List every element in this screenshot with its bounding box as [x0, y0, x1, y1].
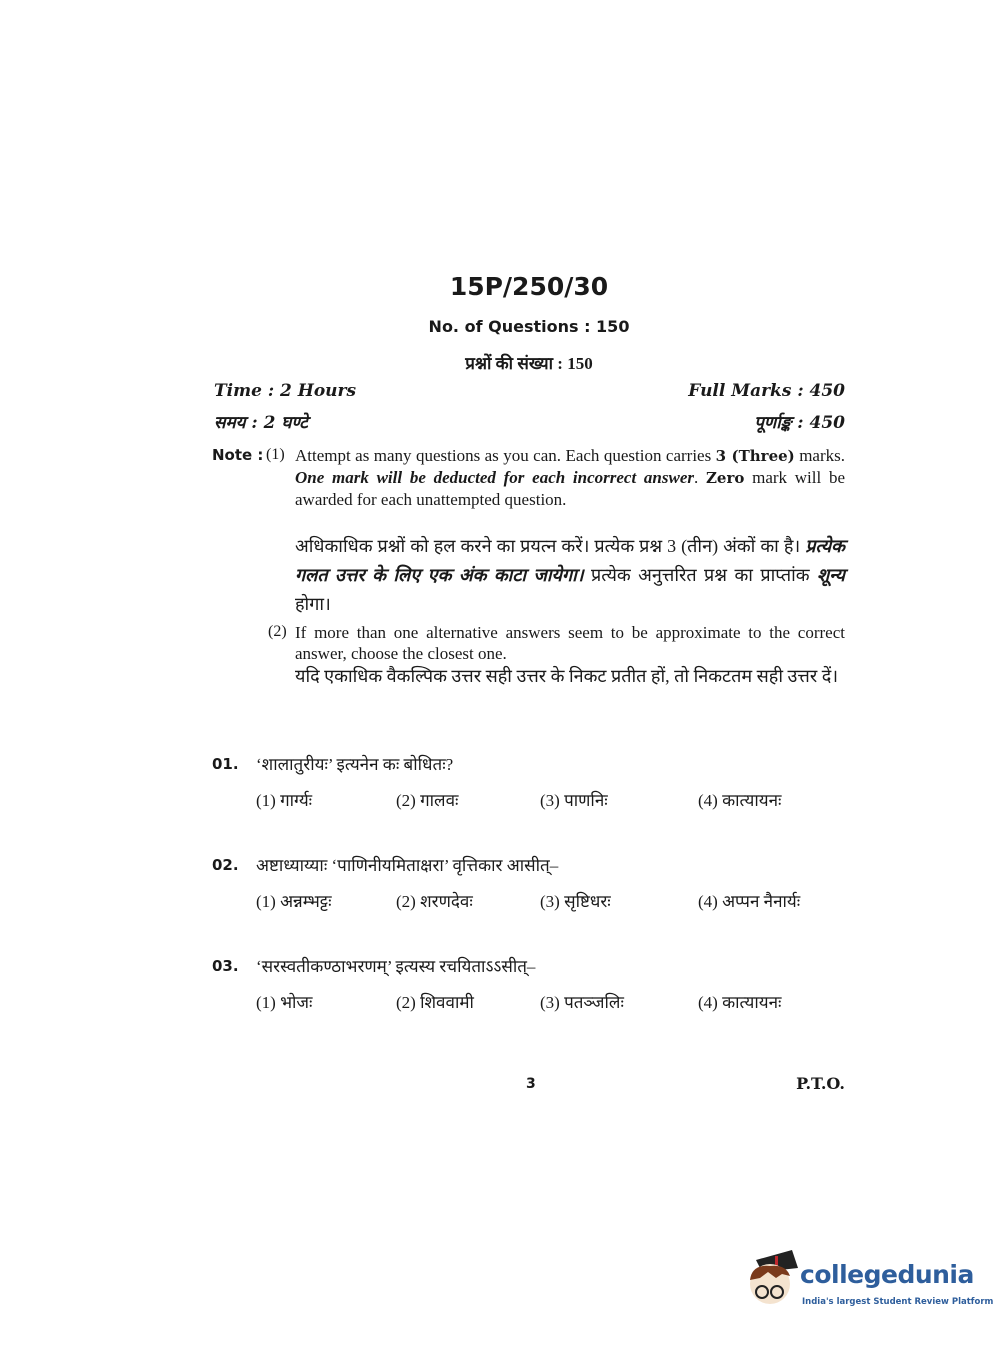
page-number: 3	[526, 1076, 536, 1092]
answer-option: (3) पतञ्जलिः	[540, 993, 624, 1012]
answer-option: (3) सृष्टिधरः	[540, 892, 611, 911]
note-text: होगा।	[295, 594, 331, 614]
time-label-hindi: समय : 2 घण्टे	[214, 413, 308, 433]
note-text: marks.	[794, 446, 846, 465]
number-of-questions: No. of Questions : 150	[428, 317, 630, 336]
note-item-1	[295, 445, 845, 510]
brand-tagline: India's largest Student Review Platform	[802, 1297, 994, 1307]
question-number: 01.	[212, 755, 239, 773]
note-text-bold: Zero	[705, 469, 745, 487]
note-item-2: If more than one alternative answers seem to be approximate to the correct answer, choose the closest one.	[295, 623, 845, 663]
full-marks-label: Full Marks : 450	[688, 381, 845, 401]
note-item-2-hindi: यदि एकाधिक वैकल्पिक उत्तर सही उत्तर के निकट प्रतीत हों, तो निकटतम सही उत्तर दें।	[295, 666, 839, 686]
answer-option: (3) पाणनिः	[540, 791, 608, 810]
full-marks-label-hindi: पूर्णाङ्क : 450	[754, 413, 845, 433]
answer-option: (2) शरणदेवः	[396, 892, 473, 911]
number-of-questions-hindi: प्रश्नों की संख्या : 150	[465, 354, 593, 373]
answer-option: (1) गार्ग्यः	[256, 791, 313, 810]
answer-option: (4) कात्यायनः	[698, 993, 782, 1012]
note-text: अधिकाधिक प्रश्नों को हल करने का प्रयत्न करें। प्रत्येक प्रश्न 3 (तीन) अंकों का है।	[295, 536, 806, 556]
answer-option: (4) कात्यायनः	[698, 791, 782, 810]
question-text: अष्टाध्याय्याः ‘पाणिनीयमिताक्षरा’ वृत्तिकार आसीत्–	[256, 856, 559, 875]
note-item-2-number: (2)	[268, 623, 287, 640]
answer-option: (4) अप्पन नैनार्यः	[698, 892, 801, 911]
pto-label: P.T.O.	[796, 1074, 845, 1093]
answer-option: (1) भोजः	[256, 993, 313, 1012]
question-number: 03.	[212, 957, 239, 975]
note-text: प्रत्येक अनुत्तरित प्रश्न का प्राप्तांक	[583, 565, 817, 585]
note-text: Attempt as many questions as you can. Each question carries	[295, 446, 716, 465]
question-text: ‘शालातुरीयः’ इत्यनेन कः बोधितः?	[256, 755, 454, 774]
answer-option: (2) शिववामी	[396, 993, 474, 1012]
note-item-1-hindi	[295, 532, 845, 619]
time-label: Time : 2 Hours	[214, 381, 357, 401]
note-item-1-number: (1)	[266, 446, 285, 463]
note-text-bold-italic: शून्य	[817, 565, 845, 585]
answer-option: (2) गालवः	[396, 791, 459, 810]
question-number: 02.	[212, 856, 239, 874]
note-text-bold-italic: One mark will be deducted for each incorrect answer	[295, 468, 694, 487]
note-text-bold-italic: प्रत्येक गलत उत्तर के लिए एक अंक काटा जायेगा।	[295, 536, 845, 585]
mascot-icon	[742, 1250, 802, 1314]
answer-option: (1) अन्नम्भट्टः	[256, 892, 332, 911]
brand-name: collegedunia	[800, 1260, 974, 1289]
note-label: Note :	[212, 446, 264, 464]
note-text-bold: 3 (Three)	[715, 447, 795, 465]
note-text: .	[694, 468, 706, 487]
note-text: mark will be awarded for each unattempted question.	[295, 468, 846, 509]
question-text: ‘सरस्वतीकण्ठाभरणम्’ इत्यस्य रचयिताऽऽसीत्–	[256, 957, 536, 976]
paper-code: 15P/250/30	[449, 272, 609, 301]
